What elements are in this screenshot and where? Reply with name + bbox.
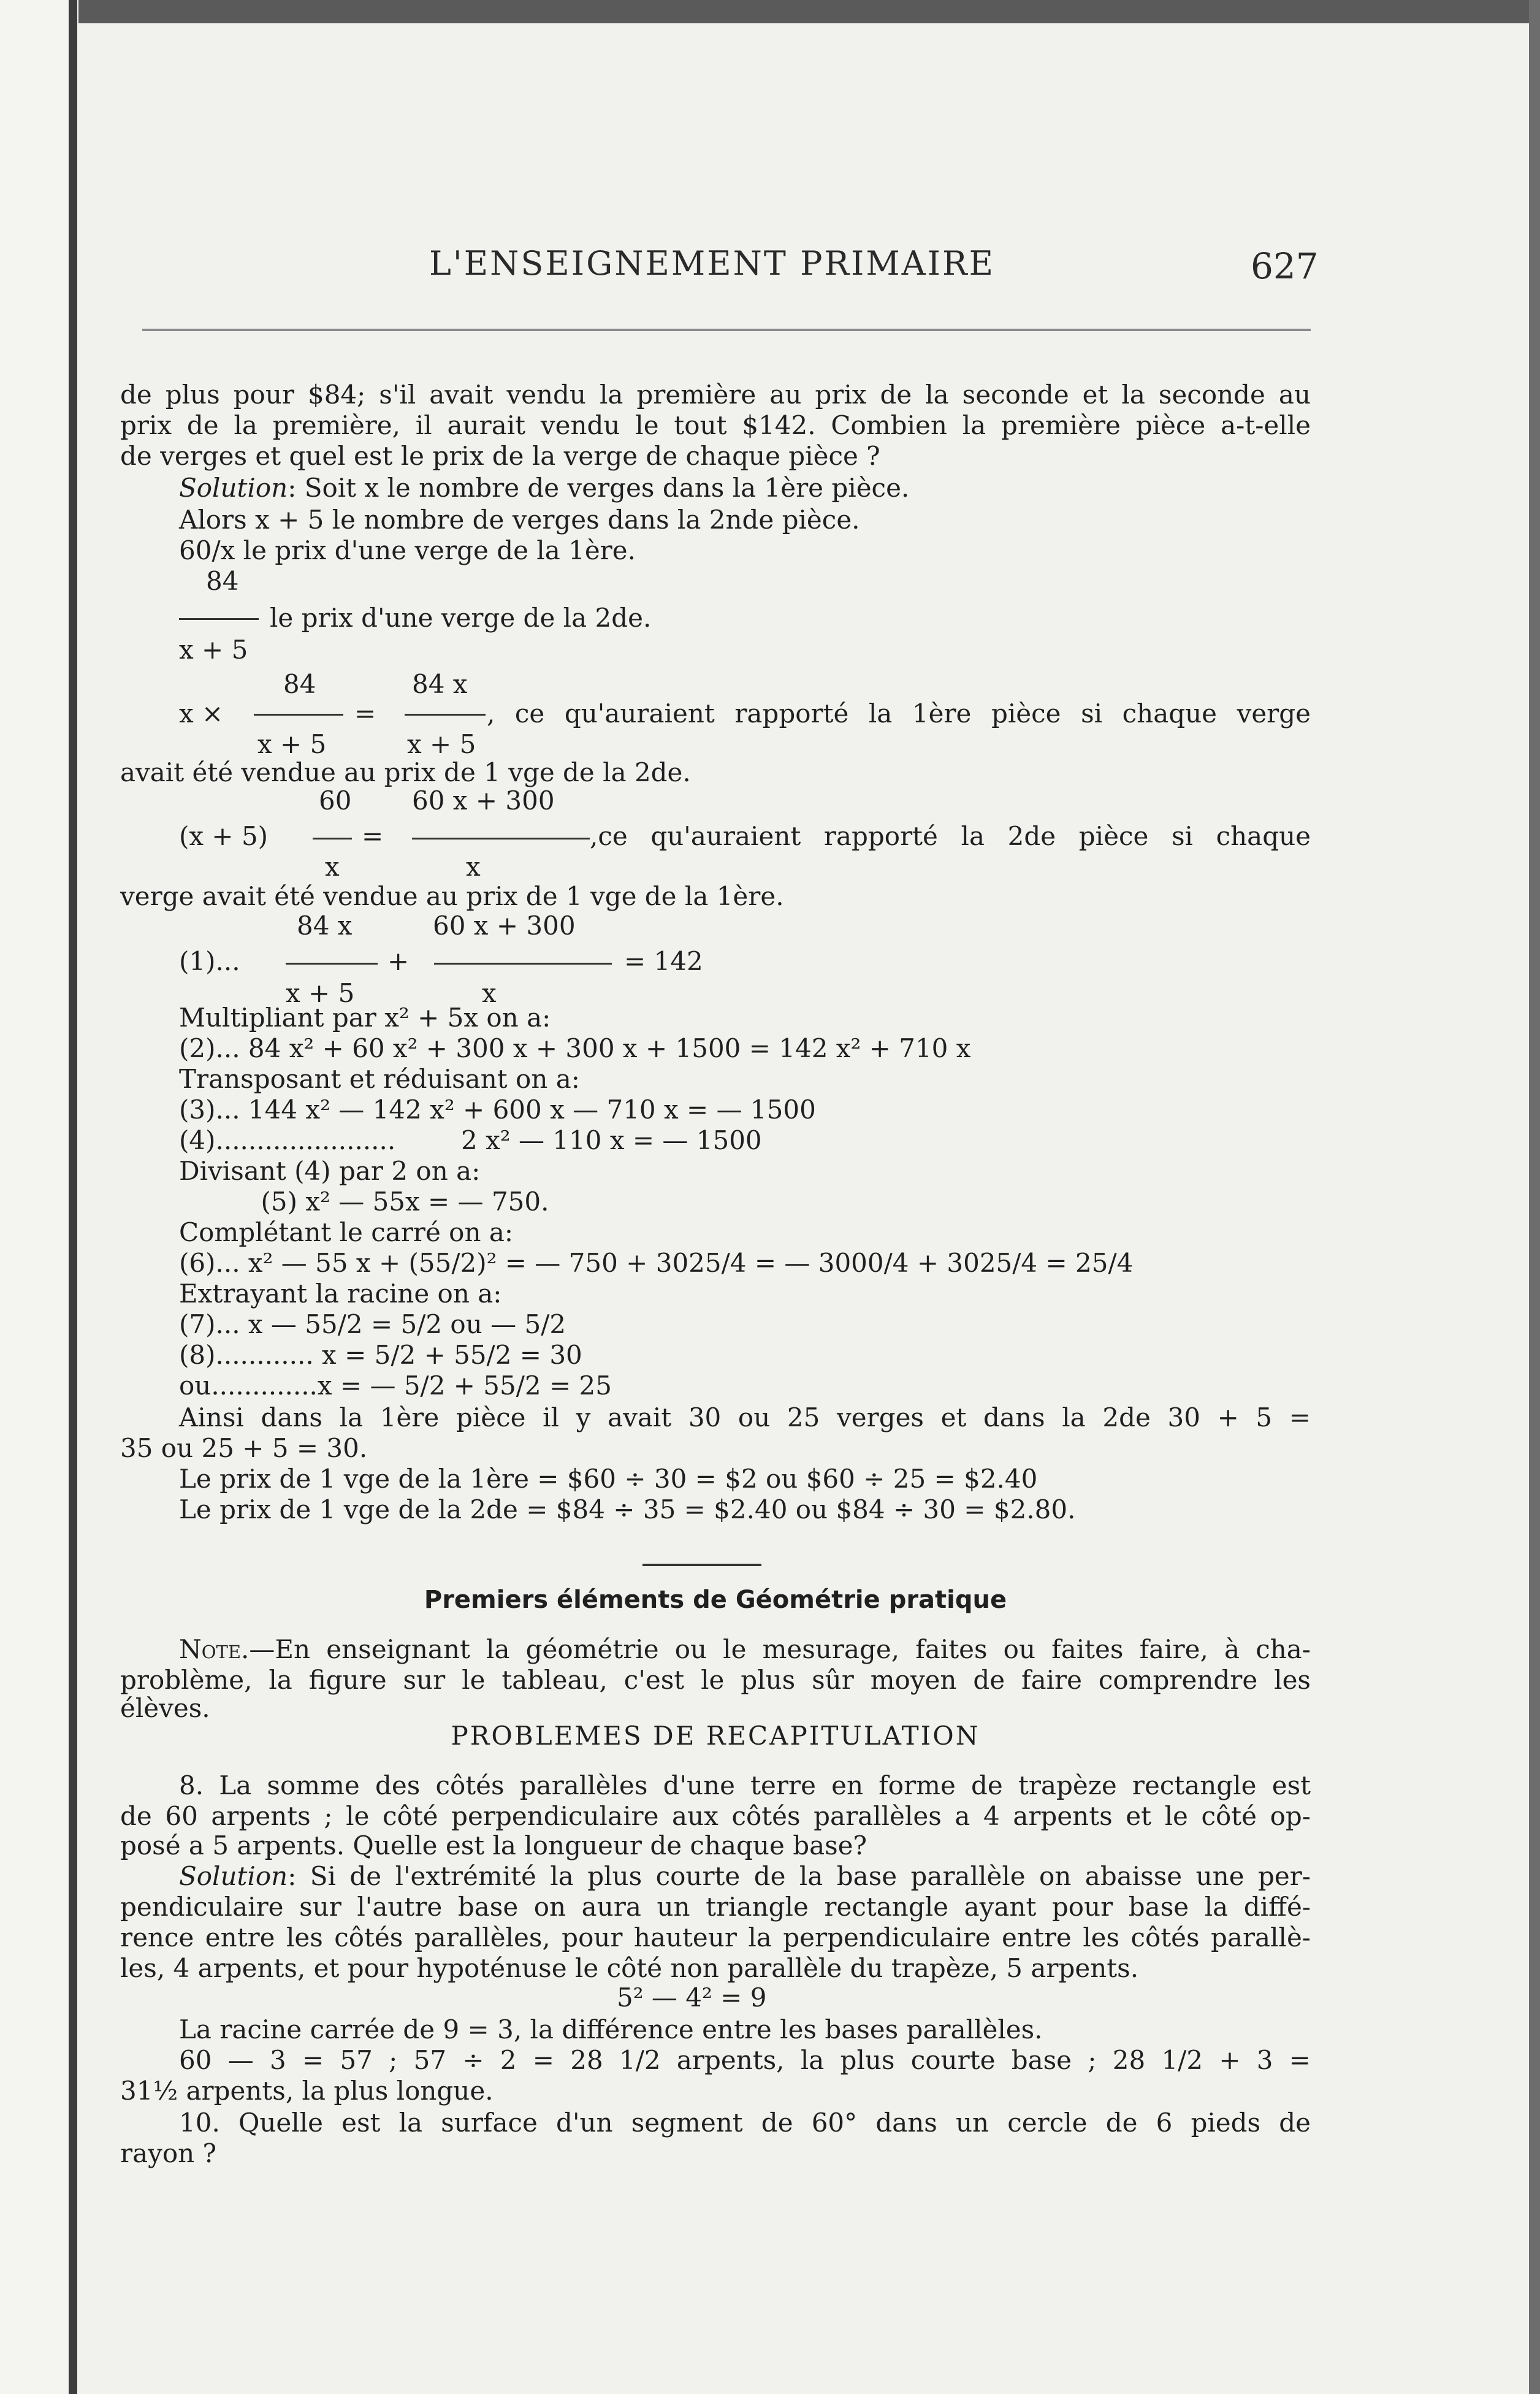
result-line: La racine carrée de 9 = 3, la différence entre les bases parallèles. (179, 2014, 1043, 2044)
fraction-denominator: x (325, 852, 340, 882)
step-line: (3)... 144 x² — 142 x² + 600 x — 710 x = — 1500 (179, 1095, 816, 1125)
problem-line: posé a 5 arpents. Quelle est la longueur de chaque base? (120, 1830, 867, 1861)
fraction-denominator: x (466, 852, 481, 882)
problem-line: rayon ? (120, 2138, 217, 2168)
note-label: Note. (179, 1634, 250, 1664)
step-line: (2)... 84 x² + 60 x² + 300 x + 300 x + 1500 = 142 x² + 710 x (179, 1033, 971, 1063)
step-line: (8)............ x = 5/2 + 55/2 = 30 (179, 1340, 582, 1370)
fraction-denominator: x + 5 (179, 635, 248, 665)
geometry-solution-line: Solution: Si de l'extrémité la plus courte de la base parallèle on abaisse une per- (179, 1861, 1311, 1891)
fraction-denominator: x + 5 (286, 978, 355, 1008)
fraction-bar (313, 838, 352, 839)
intro-line: de verges et quel est le prix de la verge de chaque pièce ? (120, 441, 880, 471)
step-line: (6)... x² — 55 x + (55/2)² = — 750 + 3025/4 = — 3000/4 + 3025/4 = 25/4 (179, 1248, 1134, 1278)
page-edge-shadow (1529, 0, 1540, 2394)
step-line: Multipliant par x² + 5x on a: (179, 1003, 551, 1033)
solution-line: Solution: Soit x le nombre de verges dans la 1ère pièce. (179, 473, 910, 503)
fraction-bar (412, 838, 590, 839)
price-line: Le prix de 1 vge de la 2de = $84 ÷ 35 = $2.40 ou $84 ÷ 30 = $2.80. (179, 1494, 1076, 1524)
header-rule (142, 329, 1311, 331)
solution-label: Solution (179, 473, 288, 503)
fraction-numerator: 84 (283, 669, 316, 699)
pythagoras-equation: 5² — 4² = 9 (617, 1983, 767, 2013)
step-line: (7)... x — 55/2 = 5/2 ou — 5/2 (179, 1309, 566, 1339)
fraction-numerator: 60 (319, 786, 352, 816)
equation-text: , ce qu'auraient rapporté la 1ère pièce si chaque verge (487, 698, 1311, 729)
step-line: (4)...................... 2 x² — 110 x = — 1500 (179, 1125, 762, 1155)
intro-line: de plus pour $84; s'il avait vendu la première au prix de la seconde et la seconde au (120, 380, 1311, 410)
solution-label: Solution (179, 1861, 288, 1891)
solution-line: avait été vendue au prix de 1 vge de la 2de. (120, 757, 691, 787)
solution-line: Alors x + 5 le nombre de verges dans la 2nde pièce. (179, 505, 860, 535)
running-head: L'ENSEIGNEMENT PRIMAIRE (429, 244, 996, 283)
equation-text: ,ce qu'auraient rapporté la 2de pièce si chaque (590, 821, 1311, 851)
fraction-denominator: x (482, 978, 497, 1008)
gutter-shadow (69, 0, 77, 2394)
note-line: élèves. (120, 1693, 210, 1723)
geometry-solution-line: pendiculaire sur l'autre base on aura un triangle rectangle ayant pour base la diffé- (120, 1892, 1311, 1922)
note-line: problème, la figure sur le tableau, c'est le plus sûr moyen de faire comprendre les (120, 1665, 1311, 1695)
fraction-denominator: x + 5 (257, 729, 327, 759)
intro-line: prix de la première, il aurait vendu le tout $142. Combien la première pièce a-t-elle (120, 410, 1311, 440)
result-line: 31½ arpents, la plus longue. (120, 2076, 494, 2106)
fraction-denominator: x + 5 (407, 729, 476, 759)
step-line: Extrayant la racine on a: (179, 1279, 502, 1309)
plus-sign: + (387, 946, 410, 976)
solution-line: 60/x le prix d'une verge de la 1ère. (179, 535, 636, 565)
fraction-bar (405, 714, 486, 716)
fraction-numerator: 60 x + 300 (433, 911, 576, 941)
section-title: Premiers éléments de Géométrie pratique (424, 1586, 1007, 1614)
note-line: Note.—En enseignant la géométrie ou le mesurage, faites ou faites faire, à cha- (179, 1634, 1311, 1664)
section-separator (642, 1564, 761, 1566)
equation-right: = 142 (624, 946, 703, 976)
fraction-numerator: 84 x (297, 911, 353, 941)
equals-sign: = (362, 821, 384, 851)
solution-line: le prix d'une verge de la 2de. (270, 603, 652, 633)
conclusion-line: Ainsi dans la 1ère pièce il y avait 30 ou 25 verges et dans la 2de 30 + 5 = (179, 1402, 1311, 1432)
fraction-numerator: 84 x (412, 669, 468, 699)
problem-line: 10. Quelle est la surface d'un segment de 60° dans un cercle de 6 pieds de (179, 2108, 1311, 2138)
fraction-numerator: 60 x + 300 (412, 786, 555, 816)
result-line: 60 — 3 = 57 ; 57 ÷ 2 = 28 1/2 arpents, la plus courte base ; 28 1/2 + 3 = (179, 2045, 1311, 2075)
equation-left: (x + 5) (179, 821, 269, 851)
fraction-bar (179, 618, 259, 620)
solution-line: verge avait été vendue au prix de 1 vge de la 1ère. (120, 881, 784, 911)
price-line: Le prix de 1 vge de la 1ère = $60 ÷ 30 = $2 ou $60 ÷ 25 = $2.40 (179, 1464, 1038, 1494)
step-line: ou.............x = — 5/2 + 55/2 = 25 (179, 1371, 612, 1401)
step-line: Complétant le carré on a: (179, 1217, 514, 1247)
problems-title: PROBLEMES DE RECAPITULATION (451, 1721, 980, 1751)
equation-left: (1)... (179, 946, 240, 976)
book-spine-margin (0, 0, 78, 2394)
fraction-numerator: 84 (206, 566, 239, 596)
fraction-bar (434, 963, 612, 965)
equals-sign: = (354, 698, 376, 729)
fraction-bar (286, 963, 378, 965)
step-line: Divisant (4) par 2 on a: (179, 1156, 481, 1186)
fraction-bar (254, 714, 343, 716)
equation-left: x × (179, 698, 224, 729)
page-number: 627 (1251, 245, 1319, 287)
step-line: Transposant et réduisant on a: (179, 1064, 580, 1094)
geometry-solution-line: les, 4 arpents, et pour hypoténuse le côté non parallèle du trapèze, 5 arpents. (120, 1953, 1139, 1983)
problem-line: de 60 arpents ; le côté perpendiculaire aux côtés parallèles a 4 arpents et le côté op- (120, 1801, 1311, 1831)
problem-line: 8. La somme des côtés parallèles d'une terre en forme de trapèze rectangle est (179, 1770, 1311, 1800)
step-line: (5) x² — 55x = — 750. (179, 1187, 549, 1217)
conclusion-line: 35 ou 25 + 5 = 30. (120, 1433, 368, 1463)
geometry-solution-line: rence entre les côtés parallèles, pour hauteur la perpendiculaire entre les côtés parallè- (120, 1922, 1311, 1952)
